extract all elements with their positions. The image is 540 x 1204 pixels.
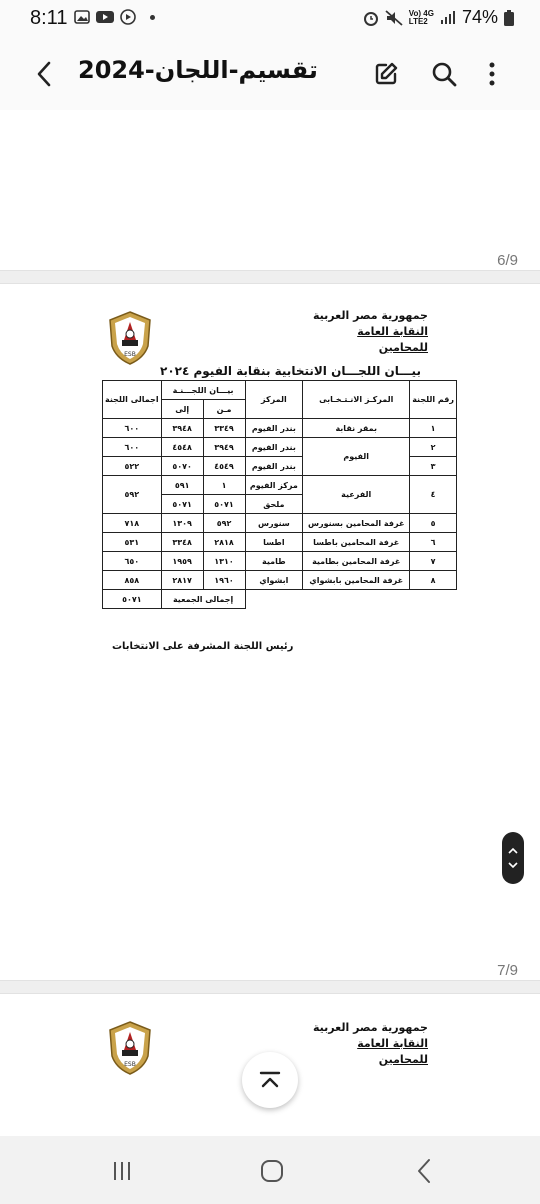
- cell-no: ٧: [410, 552, 457, 571]
- search-button[interactable]: [428, 58, 460, 90]
- chevron-left-icon: [35, 61, 53, 87]
- cell-markaz: مركز الفيوم: [245, 476, 303, 495]
- page-number: 7/9: [497, 962, 518, 979]
- status-bar: [0, 0, 540, 36]
- cell-to: ٥٩١: [161, 476, 203, 495]
- cell-total: ٥٩٢: [103, 476, 162, 514]
- committees-table: [102, 380, 457, 609]
- cell-from: ١٣١٠: [203, 552, 245, 571]
- cell-to: ١٣٠٩: [161, 514, 203, 533]
- page-separator: [0, 980, 540, 994]
- cell-total: ٨٥٨: [103, 571, 162, 590]
- cell-no: ٣: [410, 457, 457, 476]
- logo-text: ESB: [124, 351, 136, 358]
- table-row: [103, 419, 457, 438]
- cell-to: ٤٥٤٨: [161, 438, 203, 457]
- header-total: اجمالى اللجنة: [103, 381, 162, 419]
- youtube-icon: [96, 10, 114, 24]
- system-icons: [363, 7, 514, 28]
- notification-icons: [74, 9, 155, 25]
- cell-from: ١: [203, 476, 245, 495]
- cell-to: ٣٩٤٨: [161, 419, 203, 438]
- cell-from: ٣٩٤٩: [203, 438, 245, 457]
- cell-center-name: غرفة المحامين باطسا: [303, 533, 410, 552]
- logo-text: ESB: [124, 1061, 136, 1068]
- letterhead-next-page: [310, 1020, 428, 1068]
- app-bar: [0, 36, 540, 110]
- table-row: [103, 438, 457, 457]
- back-button[interactable]: [28, 58, 60, 90]
- system-back-button[interactable]: [404, 1156, 444, 1186]
- cell-to: ٥٠٧١: [161, 495, 203, 514]
- mute-icon: [385, 10, 403, 26]
- cell-to: ١٩٥٩: [161, 552, 203, 571]
- cell-to: ٣٣٤٨: [161, 533, 203, 552]
- cast-icon: [120, 9, 136, 25]
- more-vert-icon: [488, 61, 496, 87]
- edit-icon: [372, 60, 400, 88]
- system-nav-bar: [0, 1136, 540, 1204]
- cell-from: ٥٩٢: [203, 514, 245, 533]
- page-separator: [0, 270, 540, 284]
- edit-button[interactable]: [370, 58, 402, 90]
- signal-icon: [440, 11, 456, 25]
- letterhead-line1: جمهورية مصر العربية: [313, 309, 428, 322]
- cell-from: ٤٥٤٩: [203, 457, 245, 476]
- total-label: إجمالى الجمعية: [161, 590, 245, 609]
- cell-center-name: الفرعية: [303, 476, 410, 514]
- cell-no: ٢: [410, 438, 457, 457]
- cell-total: ٥٢٢: [103, 457, 162, 476]
- alarm-icon: [363, 10, 379, 26]
- table-row: [103, 571, 457, 590]
- cell-total: ٦٥٠: [103, 552, 162, 571]
- gallery-icon: [74, 10, 90, 24]
- cell-center-name: غرفة المحامين بسنورس: [303, 514, 410, 533]
- header-to: إلى: [161, 400, 203, 419]
- letterhead-line1: جمهورية مصر العربية: [313, 1021, 428, 1034]
- document-viewer[interactable]: [0, 110, 540, 1136]
- table-row: [103, 533, 457, 552]
- network-indicator: Vo) 4G LTE2: [408, 8, 434, 26]
- cell-markaz: بندر الفيوم: [245, 438, 303, 457]
- letterhead: [310, 308, 428, 356]
- letterhead-line2: النقابة العامة للمحامين: [357, 1037, 428, 1066]
- recent-apps-icon: [110, 1159, 134, 1183]
- header-from: مـن: [203, 400, 245, 419]
- status-time: 8:11: [30, 7, 68, 29]
- cell-from: ٢٨١٨: [203, 533, 245, 552]
- cell-total: ٥٣١: [103, 533, 162, 552]
- cell-no: ١: [410, 419, 457, 438]
- cell-from: ٥٠٧١: [203, 495, 245, 514]
- recent-apps-button[interactable]: [102, 1156, 142, 1186]
- cell-markaz: بندر الفيوم: [245, 457, 303, 476]
- cell-center-name: الفيوم: [303, 438, 410, 476]
- cell-no: ٨: [410, 571, 457, 590]
- cell-total: ٧١٨: [103, 514, 162, 533]
- bar-association-logo: [106, 1020, 154, 1076]
- chevron-down-icon: [508, 861, 518, 869]
- battery-icon: [504, 10, 514, 26]
- cell-to: ٢٨١٧: [161, 571, 203, 590]
- table-row: [103, 514, 457, 533]
- fast-scroll-handle[interactable]: [502, 832, 524, 884]
- cell-total: ٦٠٠: [103, 438, 162, 457]
- home-button[interactable]: [252, 1156, 292, 1186]
- table-header-row: [103, 381, 457, 400]
- search-icon: [430, 60, 458, 88]
- table-total-row: [103, 590, 457, 609]
- cell-from: ٣٣٤٩: [203, 419, 245, 438]
- more-options-button[interactable]: [476, 58, 508, 90]
- header-electoral-center: المركـز الانـتـخـابى: [303, 381, 410, 419]
- battery-percent: 74%: [461, 7, 498, 27]
- document-title: تقسيم-اللجان-2024: [78, 56, 318, 84]
- document-heading: بيـــان اللجـــان الانتخابية بنقابة الفيوم ٢٠٢٤: [160, 364, 421, 378]
- header-center: المركز: [245, 381, 303, 419]
- cell-markaz: طامية: [245, 552, 303, 571]
- cell-center-name: غرفة المحامين بابشواي: [303, 571, 410, 590]
- table-row: [103, 552, 457, 571]
- cell-from: ١٩٦٠: [203, 571, 245, 590]
- chevron-up-icon: [508, 847, 518, 855]
- letterhead-line2: النقابة العامة للمحامين: [357, 325, 428, 354]
- cell-markaz: بندر الفيوم: [245, 419, 303, 438]
- home-icon: [260, 1159, 284, 1183]
- cell-no: ٦: [410, 533, 457, 552]
- cell-markaz: اطسا: [245, 533, 303, 552]
- total-value: ٥٠٧١: [103, 590, 162, 609]
- cell-center-name: بمقر نقابة: [303, 419, 410, 438]
- scroll-to-top-button[interactable]: [242, 1052, 298, 1108]
- header-committee-no: رقم اللجنة: [410, 381, 457, 419]
- arrow-up-to-top-icon: [258, 1070, 282, 1090]
- cell-to: ٥٠٧٠: [161, 457, 203, 476]
- more-notifications-dot: [150, 15, 155, 20]
- cell-markaz: ملحق: [245, 495, 303, 514]
- cell-center-name: غرفة المحامين بطامية: [303, 552, 410, 571]
- cell-no: ٥: [410, 514, 457, 533]
- table-row: [103, 476, 457, 495]
- cell-no: ٤: [410, 476, 457, 514]
- back-arrow-icon: [416, 1158, 432, 1184]
- cell-total: ٦٠٠: [103, 419, 162, 438]
- page-number: 6/9: [497, 252, 518, 269]
- header-committee-data: بيـــان اللجـــنـة: [161, 381, 245, 400]
- bar-association-logo: [106, 310, 154, 366]
- cell-markaz: ابشواي: [245, 571, 303, 590]
- cell-markaz: سنورس: [245, 514, 303, 533]
- signature-line: رئيس اللجنة المشرفة على الانتخابات: [112, 641, 294, 652]
